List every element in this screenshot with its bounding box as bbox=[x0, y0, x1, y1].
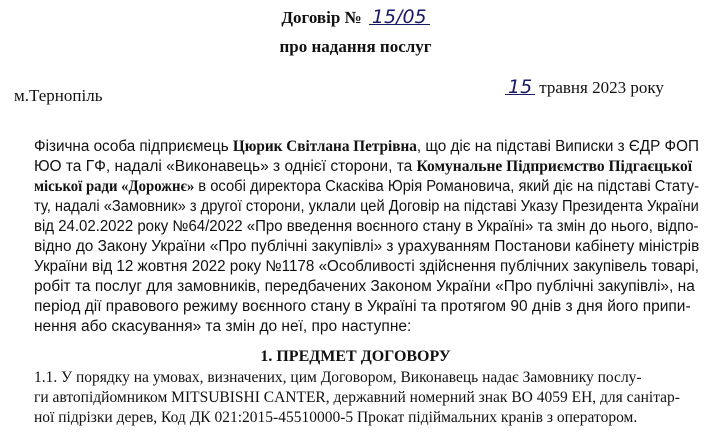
clause-1-1-line-3: ної підрізки дерев, Код ДК 021:2015-45510000-5 Прокат підіймальних кранів з оператором. bbox=[34, 409, 638, 426]
preamble-line-5: від 24.02.2022 року №64/2022 «Про введення воєнного стану в Україні» та змін до нього, відпо- bbox=[34, 218, 699, 235]
title-prefix: Договір № bbox=[281, 8, 362, 27]
preamble-line-3 bbox=[34, 177, 699, 197]
clause-1-1-line-1: 1.1. У порядку на умовах, визначених, цим Договором, Виконавець надає Замовнику послу- bbox=[34, 369, 642, 386]
date-day-handwritten: 15 bbox=[505, 80, 535, 95]
customer-name-cont: міської ради «Дорожнє» bbox=[34, 178, 195, 195]
preamble-line-10: нення або скасування» та змін до неї, про наступне: bbox=[34, 318, 412, 335]
document-title bbox=[0, 8, 711, 28]
preamble-text: ЮО та ГФ, надалі «Виконавець» з однієї сторони, та bbox=[34, 158, 417, 175]
preamble-text: , що діє на підставі Виписки з ЄДР ФОП bbox=[416, 138, 699, 155]
preamble-line-1 bbox=[34, 137, 699, 157]
contractor-name: Цюрик Світлана Петрівна bbox=[232, 138, 417, 155]
preamble-line-7: України від 12 жовтня 2022 року №1178 «Особливості здійснення публічних закупівель товарі, bbox=[34, 258, 699, 275]
preamble-line-8: робіт та послуг для замовників, передбачених Законом України «Про публічні закупівлі», на bbox=[34, 278, 695, 295]
contract-number-handwritten: 15/05 bbox=[369, 10, 430, 25]
preamble-line-2 bbox=[34, 157, 692, 177]
preamble-text: Фізична особа підприємець bbox=[34, 138, 233, 155]
date-month-year: травня 2023 року bbox=[539, 78, 664, 97]
contract-date bbox=[505, 78, 664, 98]
preamble-line-4: ту, надалі «Замовник» з другої сторони, уклали цей Договір на підставі Указу Президента України bbox=[34, 198, 699, 215]
city: м.Тернопіль bbox=[14, 86, 103, 105]
document-subtitle: про надання послуг bbox=[279, 37, 432, 56]
customer-name: Комунальне Підприємство Підгаєцької bbox=[416, 158, 693, 175]
clause-1-1-line-2: ги автопідйомником MITSUBISHI CANTER, державний номерний знак ВО 4059 ЕН, для санітар- bbox=[34, 389, 680, 406]
section-1-heading: 1. ПРЕДМЕТ ДОГОВОРУ bbox=[260, 348, 451, 365]
preamble-text: в особі директора Скасківа Юрія Романовича, який діє на підставі Стату- bbox=[194, 178, 700, 195]
preamble-line-9: період дії правового режиму воєнного стану в Україні та протягом 90 днів з дня його припи- bbox=[34, 298, 691, 315]
preamble-line-6: відно до Закону України «Про публічні закупівлі» з урахуванням Постанови кабінету міністрів bbox=[34, 238, 700, 255]
